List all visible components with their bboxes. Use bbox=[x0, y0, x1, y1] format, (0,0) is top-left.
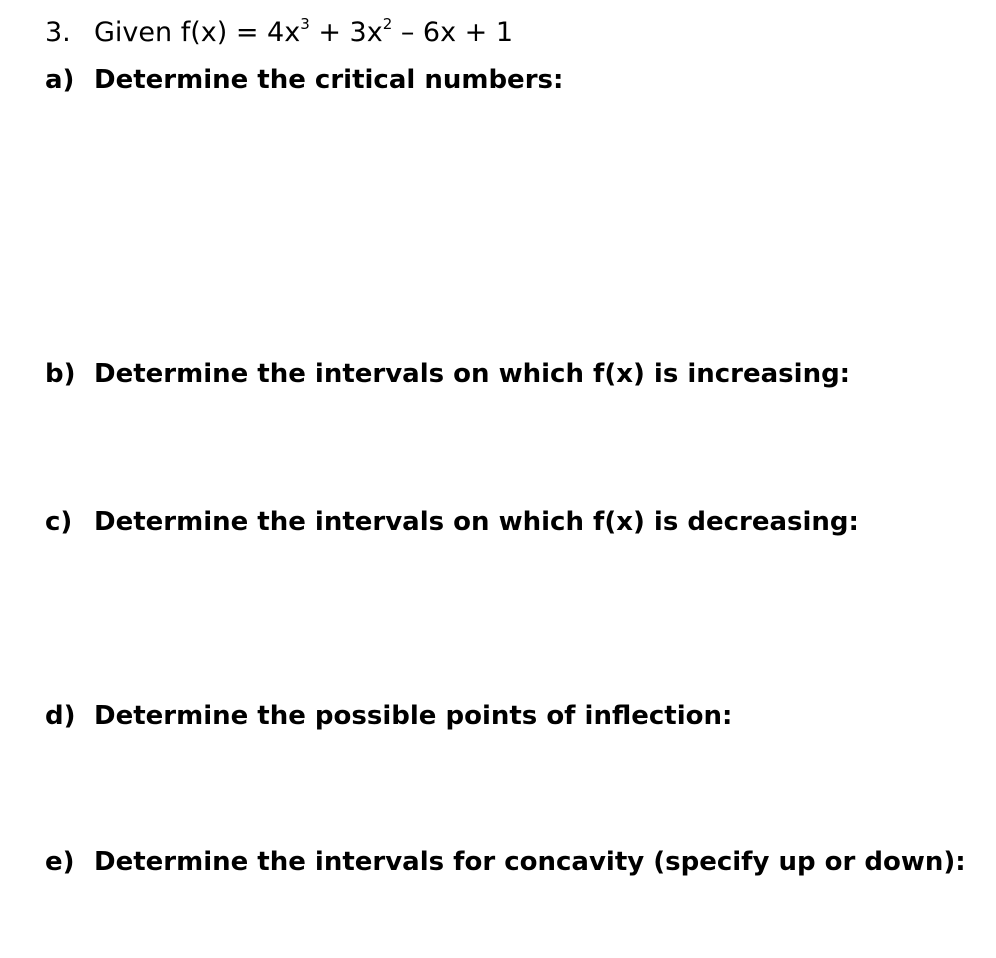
part-b-label: b) bbox=[45, 359, 76, 389]
part-b-question: Determine the intervals on which f(x) is increasing: bbox=[94, 359, 851, 389]
exponent-squared: 2 bbox=[382, 15, 393, 33]
part-c-question: Determine the intervals on which f(x) is decreasing: bbox=[94, 507, 859, 537]
part-d-label: d) bbox=[45, 701, 76, 731]
part-a-question: Determine the critical numbers: bbox=[94, 65, 564, 95]
problem-function: Given $f(x) = 4x^3 + 3x^2 - 6x + 1$ bbox=[94, 15, 514, 48]
part-c-label: c) bbox=[45, 507, 73, 537]
exponent-cubed: 3 bbox=[300, 15, 310, 33]
problem-number: 3. bbox=[45, 17, 71, 48]
part-e-question: Determine the intervals for concavity (specify up or down): bbox=[94, 847, 966, 877]
part-d-question: Determine the possible points of inflection: bbox=[94, 701, 733, 731]
part-a-label: a) bbox=[45, 65, 75, 95]
part-e-label: e) bbox=[45, 847, 75, 877]
